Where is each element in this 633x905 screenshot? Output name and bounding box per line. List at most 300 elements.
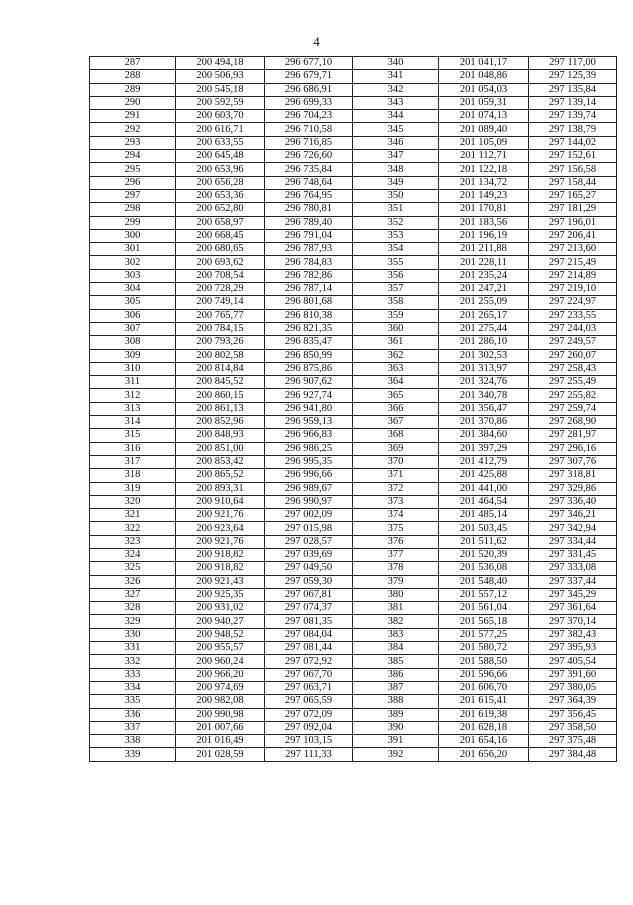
- table-cell-y-coordinate: 297 233,55: [529, 309, 617, 322]
- table-cell-y-coordinate: 296 959,13: [265, 416, 353, 429]
- table-cell-x-coordinate: 200 853,42: [176, 455, 265, 468]
- table-cell-x-coordinate: 201 485,14: [439, 509, 529, 522]
- table-cell-y-coordinate: 297 342,94: [529, 522, 617, 535]
- table-cell-x-coordinate: 201 016,49: [176, 735, 265, 748]
- table-cell-point-number: 327: [90, 588, 176, 601]
- table-cell-point-number: 324: [90, 548, 176, 561]
- table-cell-point-number: 289: [90, 83, 176, 96]
- table-cell-point-number: 301: [90, 243, 176, 256]
- table-row: [90, 615, 617, 628]
- table-cell-x-coordinate: 201 247,21: [439, 283, 529, 296]
- table-cell-y-coordinate: 296 780,81: [265, 203, 353, 216]
- table-cell-y-coordinate: 297 259,74: [529, 402, 617, 415]
- table-cell-point-number: 345: [353, 123, 439, 136]
- table-cell-point-number: 346: [353, 136, 439, 149]
- table-cell-y-coordinate: 297 384,48: [529, 748, 617, 761]
- table-cell-x-coordinate: 201 548,40: [439, 575, 529, 588]
- table-cell-y-coordinate: 297 103,15: [265, 735, 353, 748]
- table-cell-point-number: 322: [90, 522, 176, 535]
- table-row: [90, 562, 617, 575]
- table-cell-y-coordinate: 297 333,08: [529, 562, 617, 575]
- table-row: [90, 602, 617, 615]
- table-cell-x-coordinate: 200 680,65: [176, 243, 265, 256]
- table-cell-point-number: 323: [90, 535, 176, 548]
- table-cell-point-number: 309: [90, 349, 176, 362]
- table-cell-x-coordinate: 200 784,15: [176, 322, 265, 335]
- table-row: [90, 655, 617, 668]
- table-cell-x-coordinate: 200 494,18: [176, 57, 265, 70]
- table-row: [90, 83, 617, 96]
- table-cell-y-coordinate: 296 686,91: [265, 83, 353, 96]
- table-cell-x-coordinate: 200 652,80: [176, 203, 265, 216]
- table-cell-x-coordinate: 200 923,64: [176, 522, 265, 535]
- table-row: [90, 482, 617, 495]
- table-cell-x-coordinate: 201 183,56: [439, 216, 529, 229]
- table-cell-point-number: 351: [353, 203, 439, 216]
- table-cell-y-coordinate: 297 395,93: [529, 642, 617, 655]
- table-cell-x-coordinate: 201 384,60: [439, 429, 529, 442]
- table-cell-point-number: 358: [353, 296, 439, 309]
- table-row: [90, 96, 617, 109]
- table-cell-point-number: 297: [90, 189, 176, 202]
- table-cell-x-coordinate: 200 931,02: [176, 602, 265, 615]
- table-cell-x-coordinate: 201 511,62: [439, 535, 529, 548]
- table-row: [90, 336, 617, 349]
- table-cell-y-coordinate: 297 072,92: [265, 655, 353, 668]
- table-cell-point-number: 359: [353, 309, 439, 322]
- table-cell-y-coordinate: 297 063,71: [265, 681, 353, 694]
- table-cell-point-number: 290: [90, 96, 176, 109]
- table-row: [90, 735, 617, 748]
- table-cell-y-coordinate: 296 835,47: [265, 336, 353, 349]
- table-row: [90, 283, 617, 296]
- table-cell-y-coordinate: 297 117,00: [529, 57, 617, 70]
- table-row: [90, 362, 617, 375]
- table-row: [90, 70, 617, 83]
- table-cell-x-coordinate: 201 520,39: [439, 548, 529, 561]
- table-cell-point-number: 315: [90, 429, 176, 442]
- table-row: [90, 309, 617, 322]
- table-cell-x-coordinate: 200 910,64: [176, 495, 265, 508]
- table-row: [90, 176, 617, 189]
- table-cell-point-number: 303: [90, 269, 176, 282]
- table-cell-x-coordinate: 201 619,38: [439, 708, 529, 721]
- table-cell-y-coordinate: 297 015,98: [265, 522, 353, 535]
- table-cell-y-coordinate: 297 084,04: [265, 628, 353, 641]
- table-cell-x-coordinate: 200 921,76: [176, 509, 265, 522]
- table-row: [90, 349, 617, 362]
- table-cell-x-coordinate: 200 506,93: [176, 70, 265, 83]
- table-cell-y-coordinate: 296 787,14: [265, 283, 353, 296]
- table-cell-x-coordinate: 201 588,50: [439, 655, 529, 668]
- table-cell-y-coordinate: 296 784,83: [265, 256, 353, 269]
- table-cell-y-coordinate: 297 307,76: [529, 455, 617, 468]
- table-cell-x-coordinate: 201 397,29: [439, 442, 529, 455]
- table-cell-point-number: 326: [90, 575, 176, 588]
- table-row: [90, 123, 617, 136]
- table-cell-point-number: 373: [353, 495, 439, 508]
- table-cell-y-coordinate: 296 791,04: [265, 229, 353, 242]
- table-cell-y-coordinate: 297 382,43: [529, 628, 617, 641]
- table-row: [90, 455, 617, 468]
- table-row: [90, 216, 617, 229]
- table-cell-x-coordinate: 200 966,20: [176, 668, 265, 681]
- table-cell-y-coordinate: 297 249,57: [529, 336, 617, 349]
- table-cell-point-number: 287: [90, 57, 176, 70]
- table-row: [90, 150, 617, 163]
- table-cell-point-number: 304: [90, 283, 176, 296]
- table-cell-point-number: 331: [90, 642, 176, 655]
- table-cell-x-coordinate: 201 464,54: [439, 495, 529, 508]
- table-cell-y-coordinate: 297 358,50: [529, 721, 617, 734]
- table-cell-point-number: 295: [90, 163, 176, 176]
- table-cell-x-coordinate: 201 565,18: [439, 615, 529, 628]
- table-cell-x-coordinate: 200 749,14: [176, 296, 265, 309]
- coordinates-table-body: [90, 57, 617, 762]
- table-cell-x-coordinate: 201 265,17: [439, 309, 529, 322]
- table-cell-x-coordinate: 201 149,23: [439, 189, 529, 202]
- table-cell-y-coordinate: 296 735,84: [265, 163, 353, 176]
- table-row: [90, 416, 617, 429]
- table-cell-point-number: 372: [353, 482, 439, 495]
- table-cell-x-coordinate: 201 313,97: [439, 362, 529, 375]
- table-cell-point-number: 378: [353, 562, 439, 575]
- table-cell-x-coordinate: 201 580,72: [439, 642, 529, 655]
- table-cell-point-number: 370: [353, 455, 439, 468]
- table-cell-point-number: 362: [353, 349, 439, 362]
- table-cell-point-number: 288: [90, 70, 176, 83]
- table-cell-y-coordinate: 296 677,10: [265, 57, 353, 70]
- table-cell-x-coordinate: 201 606,70: [439, 681, 529, 694]
- table-cell-point-number: 298: [90, 203, 176, 216]
- table-row: [90, 189, 617, 202]
- table-cell-point-number: 354: [353, 243, 439, 256]
- table-cell-x-coordinate: 201 557,12: [439, 588, 529, 601]
- table-cell-x-coordinate: 200 990,98: [176, 708, 265, 721]
- table-cell-y-coordinate: 297 214,89: [529, 269, 617, 282]
- table-cell-y-coordinate: 296 986,25: [265, 442, 353, 455]
- table-cell-y-coordinate: 297 156,58: [529, 163, 617, 176]
- table-cell-point-number: 343: [353, 96, 439, 109]
- table-cell-point-number: 387: [353, 681, 439, 694]
- table-cell-y-coordinate: 296 966,83: [265, 429, 353, 442]
- table-cell-x-coordinate: 201 561,04: [439, 602, 529, 615]
- table-cell-x-coordinate: 201 134,72: [439, 176, 529, 189]
- table-cell-point-number: 375: [353, 522, 439, 535]
- table-cell-x-coordinate: 200 974,69: [176, 681, 265, 694]
- table-cell-x-coordinate: 200 948,52: [176, 628, 265, 641]
- table-cell-x-coordinate: 201 577,25: [439, 628, 529, 641]
- table-cell-x-coordinate: 201 275,44: [439, 322, 529, 335]
- table-cell-point-number: 388: [353, 695, 439, 708]
- table-cell-y-coordinate: 297 181,29: [529, 203, 617, 216]
- table-cell-y-coordinate: 297 072,09: [265, 708, 353, 721]
- table-cell-y-coordinate: 297 336,40: [529, 495, 617, 508]
- table-cell-y-coordinate: 297 111,33: [265, 748, 353, 761]
- table-row: [90, 509, 617, 522]
- table-cell-y-coordinate: 296 710,58: [265, 123, 353, 136]
- table-cell-y-coordinate: 297 405,54: [529, 655, 617, 668]
- table-cell-point-number: 306: [90, 309, 176, 322]
- table-cell-y-coordinate: 296 907,62: [265, 376, 353, 389]
- table-cell-point-number: 371: [353, 469, 439, 482]
- table-cell-y-coordinate: 296 801,68: [265, 296, 353, 309]
- table-row: [90, 575, 617, 588]
- table-row: [90, 243, 617, 256]
- table-cell-x-coordinate: 201 059,31: [439, 96, 529, 109]
- table-cell-x-coordinate: 201 441,00: [439, 482, 529, 495]
- table-cell-y-coordinate: 297 165,27: [529, 189, 617, 202]
- table-cell-point-number: 296: [90, 176, 176, 189]
- table-cell-y-coordinate: 296 704,23: [265, 110, 353, 123]
- table-cell-point-number: 363: [353, 362, 439, 375]
- table-cell-y-coordinate: 296 990,97: [265, 495, 353, 508]
- table-cell-y-coordinate: 297 255,82: [529, 389, 617, 402]
- table-cell-y-coordinate: 297 346,21: [529, 509, 617, 522]
- table-cell-point-number: 382: [353, 615, 439, 628]
- table-cell-point-number: 292: [90, 123, 176, 136]
- table-cell-point-number: 348: [353, 163, 439, 176]
- table-cell-point-number: 342: [353, 83, 439, 96]
- table-cell-x-coordinate: 201 628,18: [439, 721, 529, 734]
- table-cell-y-coordinate: 297 296,16: [529, 442, 617, 455]
- table-cell-point-number: 365: [353, 389, 439, 402]
- table-cell-x-coordinate: 201 286,10: [439, 336, 529, 349]
- table-cell-x-coordinate: 201 356,47: [439, 402, 529, 415]
- table-row: [90, 442, 617, 455]
- table-cell-point-number: 334: [90, 681, 176, 694]
- table-cell-y-coordinate: 297 255,49: [529, 376, 617, 389]
- table-cell-y-coordinate: 296 726,60: [265, 150, 353, 163]
- table-cell-y-coordinate: 296 927,74: [265, 389, 353, 402]
- table-cell-y-coordinate: 296 810,38: [265, 309, 353, 322]
- table-cell-point-number: 333: [90, 668, 176, 681]
- table-cell-y-coordinate: 297 074,37: [265, 602, 353, 615]
- table-cell-y-coordinate: 297 329,86: [529, 482, 617, 495]
- table-row: [90, 57, 617, 70]
- table-cell-x-coordinate: 201 302,53: [439, 349, 529, 362]
- table-cell-y-coordinate: 297 139,74: [529, 110, 617, 123]
- table-cell-x-coordinate: 200 616,71: [176, 123, 265, 136]
- table-cell-y-coordinate: 297 370,14: [529, 615, 617, 628]
- page-number: 4: [313, 34, 320, 49]
- table-cell-x-coordinate: 200 845,52: [176, 376, 265, 389]
- table-cell-y-coordinate: 297 067,81: [265, 588, 353, 601]
- coordinates-table: [89, 56, 617, 762]
- table-row: [90, 668, 617, 681]
- table-cell-point-number: 385: [353, 655, 439, 668]
- table-row: [90, 269, 617, 282]
- table-cell-y-coordinate: 297 361,64: [529, 602, 617, 615]
- table-cell-y-coordinate: 297 125,39: [529, 70, 617, 83]
- table-cell-y-coordinate: 296 875,86: [265, 362, 353, 375]
- table-cell-x-coordinate: 201 122,18: [439, 163, 529, 176]
- table-cell-point-number: 368: [353, 429, 439, 442]
- table-cell-x-coordinate: 201 089,40: [439, 123, 529, 136]
- table-cell-point-number: 347: [353, 150, 439, 163]
- table-cell-y-coordinate: 297 244,03: [529, 322, 617, 335]
- table-cell-y-coordinate: 297 139,14: [529, 96, 617, 109]
- table-cell-y-coordinate: 297 135,84: [529, 83, 617, 96]
- table-cell-point-number: 332: [90, 655, 176, 668]
- table-row: [90, 548, 617, 561]
- table-cell-x-coordinate: 200 918,82: [176, 548, 265, 561]
- table-cell-y-coordinate: 296 679,71: [265, 70, 353, 83]
- table-cell-y-coordinate: 297 002,09: [265, 509, 353, 522]
- table-cell-point-number: 341: [353, 70, 439, 83]
- table-cell-point-number: 356: [353, 269, 439, 282]
- table-cell-point-number: 312: [90, 389, 176, 402]
- table-cell-y-coordinate: 296 821,35: [265, 322, 353, 335]
- table-cell-point-number: 379: [353, 575, 439, 588]
- table-cell-x-coordinate: 200 693,62: [176, 256, 265, 269]
- table-cell-x-coordinate: 201 048,86: [439, 70, 529, 83]
- table-cell-point-number: 374: [353, 509, 439, 522]
- table-cell-y-coordinate: 297 152,61: [529, 150, 617, 163]
- table-row: [90, 136, 617, 149]
- table-cell-point-number: 316: [90, 442, 176, 455]
- table-row: [90, 402, 617, 415]
- table-cell-point-number: 361: [353, 336, 439, 349]
- table-cell-x-coordinate: 201 654,16: [439, 735, 529, 748]
- table-cell-point-number: 352: [353, 216, 439, 229]
- table-cell-x-coordinate: 200 814,84: [176, 362, 265, 375]
- table-cell-x-coordinate: 201 412,79: [439, 455, 529, 468]
- table-cell-x-coordinate: 200 668,45: [176, 229, 265, 242]
- table-cell-x-coordinate: 200 861,13: [176, 402, 265, 415]
- table-cell-point-number: 339: [90, 748, 176, 761]
- table-cell-x-coordinate: 200 633,55: [176, 136, 265, 149]
- table-cell-point-number: 302: [90, 256, 176, 269]
- table-cell-point-number: 389: [353, 708, 439, 721]
- table-cell-point-number: 293: [90, 136, 176, 149]
- table-cell-x-coordinate: 200 653,96: [176, 163, 265, 176]
- table-cell-x-coordinate: 201 340,78: [439, 389, 529, 402]
- table-cell-point-number: 294: [90, 150, 176, 163]
- table-cell-x-coordinate: 200 982,08: [176, 695, 265, 708]
- table-cell-point-number: 355: [353, 256, 439, 269]
- table-cell-y-coordinate: 296 996,66: [265, 469, 353, 482]
- table-row: [90, 708, 617, 721]
- table-cell-y-coordinate: 297 364,39: [529, 695, 617, 708]
- table-cell-x-coordinate: 201 656,20: [439, 748, 529, 761]
- table-cell-point-number: 381: [353, 602, 439, 615]
- table-cell-point-number: 314: [90, 416, 176, 429]
- table-row: [90, 322, 617, 335]
- table-cell-x-coordinate: 201 503,45: [439, 522, 529, 535]
- table-cell-y-coordinate: 297 206,41: [529, 229, 617, 242]
- table-cell-y-coordinate: 296 989,67: [265, 482, 353, 495]
- table-cell-y-coordinate: 297 067,70: [265, 668, 353, 681]
- table-cell-point-number: 391: [353, 735, 439, 748]
- table-cell-y-coordinate: 296 748,64: [265, 176, 353, 189]
- table-cell-y-coordinate: 297 081,35: [265, 615, 353, 628]
- table-cell-y-coordinate: 296 941,80: [265, 402, 353, 415]
- table-cell-point-number: 340: [353, 57, 439, 70]
- table-cell-point-number: 321: [90, 509, 176, 522]
- table-row: [90, 110, 617, 123]
- table-cell-y-coordinate: 297 213,60: [529, 243, 617, 256]
- table-row: [90, 203, 617, 216]
- table-cell-x-coordinate: 200 793,26: [176, 336, 265, 349]
- table-cell-x-coordinate: 200 865,52: [176, 469, 265, 482]
- table-cell-point-number: 330: [90, 628, 176, 641]
- table-cell-point-number: 325: [90, 562, 176, 575]
- table-cell-point-number: 390: [353, 721, 439, 734]
- table-cell-point-number: 320: [90, 495, 176, 508]
- table-cell-x-coordinate: 201 425,88: [439, 469, 529, 482]
- table-cell-point-number: 349: [353, 176, 439, 189]
- table-cell-x-coordinate: 200 592,59: [176, 96, 265, 109]
- table-cell-x-coordinate: 200 658,97: [176, 216, 265, 229]
- table-row: [90, 721, 617, 734]
- table-row: [90, 628, 617, 641]
- table-cell-point-number: 308: [90, 336, 176, 349]
- table-cell-y-coordinate: 296 782,86: [265, 269, 353, 282]
- table-cell-x-coordinate: 200 653,36: [176, 189, 265, 202]
- table-cell-point-number: 318: [90, 469, 176, 482]
- table-cell-y-coordinate: 297 219,10: [529, 283, 617, 296]
- table-cell-y-coordinate: 297 059,30: [265, 575, 353, 588]
- table-cell-y-coordinate: 297 092,04: [265, 721, 353, 734]
- table-cell-y-coordinate: 297 196,01: [529, 216, 617, 229]
- table-cell-x-coordinate: 201 112,71: [439, 150, 529, 163]
- table-cell-y-coordinate: 297 215,49: [529, 256, 617, 269]
- table-cell-y-coordinate: 296 789,40: [265, 216, 353, 229]
- table-cell-point-number: 376: [353, 535, 439, 548]
- table-cell-point-number: 383: [353, 628, 439, 641]
- table-cell-x-coordinate: 201 211,88: [439, 243, 529, 256]
- table-cell-y-coordinate: 297 258,43: [529, 362, 617, 375]
- table-cell-y-coordinate: 297 375,48: [529, 735, 617, 748]
- table-cell-point-number: 313: [90, 402, 176, 415]
- table-row: [90, 522, 617, 535]
- table-cell-y-coordinate: 296 850,99: [265, 349, 353, 362]
- table-cell-x-coordinate: 201 105,09: [439, 136, 529, 149]
- table-cell-y-coordinate: 296 787,93: [265, 243, 353, 256]
- table-cell-point-number: 299: [90, 216, 176, 229]
- table-cell-point-number: 367: [353, 416, 439, 429]
- table-cell-y-coordinate: 297 144,02: [529, 136, 617, 149]
- table-cell-point-number: 360: [353, 322, 439, 335]
- table-cell-x-coordinate: 201 028,59: [176, 748, 265, 761]
- table-cell-x-coordinate: 200 851,00: [176, 442, 265, 455]
- table-cell-x-coordinate: 201 007,66: [176, 721, 265, 734]
- table-cell-point-number: 369: [353, 442, 439, 455]
- table-row: [90, 389, 617, 402]
- table-cell-x-coordinate: 201 615,41: [439, 695, 529, 708]
- table-cell-y-coordinate: 296 699,33: [265, 96, 353, 109]
- table-cell-x-coordinate: 201 255,09: [439, 296, 529, 309]
- table-cell-x-coordinate: 201 370,86: [439, 416, 529, 429]
- table-row: [90, 429, 617, 442]
- table-cell-point-number: 336: [90, 708, 176, 721]
- table-cell-x-coordinate: 200 921,76: [176, 535, 265, 548]
- table-cell-x-coordinate: 200 925,35: [176, 588, 265, 601]
- table-cell-x-coordinate: 201 596,66: [439, 668, 529, 681]
- table-cell-point-number: 386: [353, 668, 439, 681]
- table-cell-x-coordinate: 200 921,43: [176, 575, 265, 588]
- table-cell-x-coordinate: 200 545,18: [176, 83, 265, 96]
- table-cell-x-coordinate: 200 893,31: [176, 482, 265, 495]
- table-cell-x-coordinate: 201 536,08: [439, 562, 529, 575]
- table-cell-point-number: 317: [90, 455, 176, 468]
- table-cell-point-number: 311: [90, 376, 176, 389]
- table-cell-y-coordinate: 297 158,44: [529, 176, 617, 189]
- table-cell-x-coordinate: 200 960,24: [176, 655, 265, 668]
- table-row: [90, 535, 617, 548]
- table-cell-x-coordinate: 201 054,03: [439, 83, 529, 96]
